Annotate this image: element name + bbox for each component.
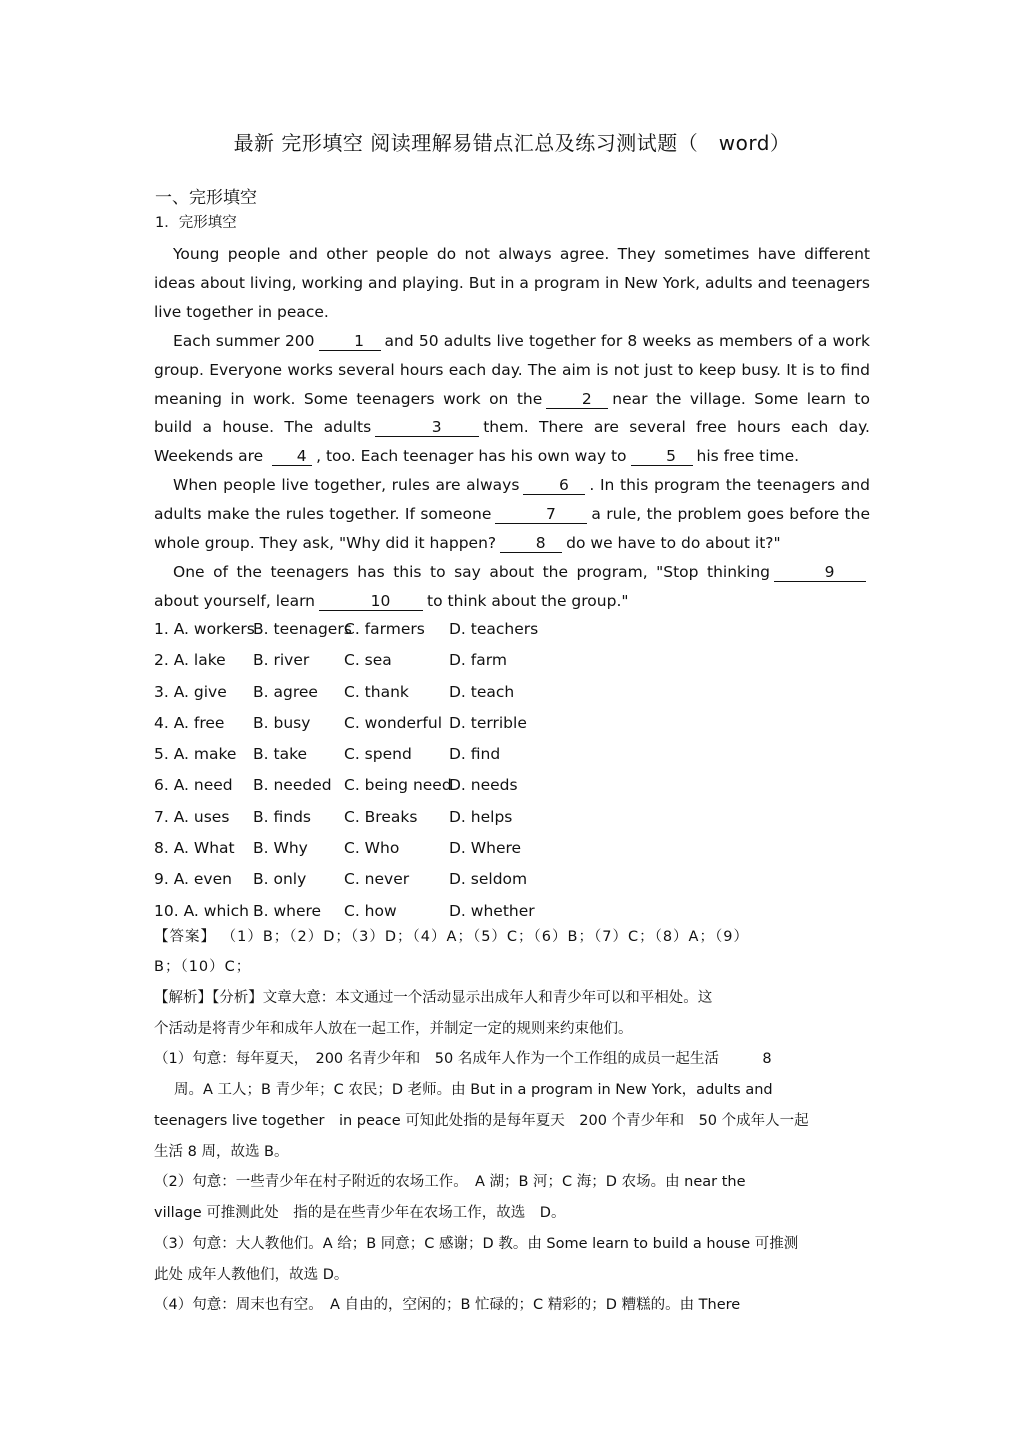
blank-6: 6	[523, 476, 585, 495]
passage-text: One of the teenagers has this to say about the program, "Stop thinking	[173, 562, 770, 581]
analysis-line: （4）句意：周末也有空。 A 自由的，空闲的；B 忙碌的；C 精彩的；D 糟糕的。由 There	[154, 1297, 741, 1313]
blank-3: 3	[375, 418, 479, 437]
option-b: B. where	[253, 901, 322, 920]
passage-text: When people live together, rules are always	[173, 476, 520, 495]
passage-text: to think about the group."	[427, 591, 629, 610]
passage-paragraph-4	[154, 558, 870, 616]
option-a: 8. A. What	[154, 839, 235, 858]
option-c: C. sea	[344, 651, 392, 670]
option-a: 9. A. even	[154, 870, 232, 889]
option-a: 10. A. which	[154, 901, 249, 920]
passage-text: a rule, the problem goes before the whole group. They ask, "Why did it happen?	[154, 505, 870, 553]
analysis-line: 此处 成年人教他们，故选 D。	[154, 1266, 349, 1283]
blank-4: 4	[272, 447, 312, 466]
passage-paragraph-3	[154, 471, 870, 558]
option-c: C. wonderful	[344, 713, 442, 732]
passage-text: his free time.	[696, 447, 800, 466]
option-b: B. river	[253, 651, 310, 670]
option-d: D. terrible	[449, 713, 527, 732]
page-title: 最新 完形填空 阅读理解易错点汇总及练习测试题（ word）	[233, 131, 791, 155]
option-d: D. needs	[449, 776, 518, 795]
passage-text: do we have to do about it?"	[566, 534, 781, 553]
blank-7: 7	[495, 505, 587, 524]
blank-2: 2	[546, 390, 608, 409]
answer-options	[154, 614, 549, 927]
option-c: C. never	[344, 870, 410, 889]
section-heading: 一、完形填空	[155, 188, 257, 208]
option-b: B. agree	[253, 682, 318, 701]
answer-key	[154, 922, 870, 982]
option-c: C. farmers	[344, 620, 425, 638]
analysis-line: 个活动是将青少年和成年人放在一起工作，并制定一定的规则来约束他们。	[154, 1020, 633, 1037]
option-c: C. spend	[344, 745, 412, 764]
answer-line-2: B；（10）C；	[154, 959, 252, 975]
option-d: D. find	[449, 745, 501, 764]
passage-text: and 50 adults live together for 8 weeks as members of a work group. Everyone works several hours each day. The aim is not just to keep busy. It is to find meaning in work. Some teenagers work on the	[154, 331, 871, 408]
option-row	[154, 708, 549, 739]
passage-text: about yourself, learn	[154, 591, 315, 610]
passage-text: , too. Each teenager has his own way to	[316, 447, 627, 466]
analysis-line: 【解析】【分析】文章大意：本文通过一个活动显示出成年人和青少年可以和平相处。这	[154, 990, 713, 1006]
passage-paragraph-2	[154, 327, 870, 472]
blank-8: 8	[500, 534, 562, 553]
passage-paragraph-1: Young people and other people do not always agree. They sometimes have different ideas about living, working and playing. But in a program in New York, adults and teenagers live together in peace.	[154, 245, 870, 321]
blank-10: 10	[319, 592, 423, 611]
analysis-section	[154, 983, 870, 1321]
option-d: D. helps	[449, 807, 513, 826]
option-b: B. teenagers	[253, 620, 352, 638]
passage-text: them. There are several free hours each day. Weekends are	[154, 418, 870, 466]
option-b: B. needed	[253, 776, 332, 795]
option-c: C. Breaks	[344, 807, 418, 826]
analysis-line: 生活 8 周，故选 B。	[154, 1143, 289, 1160]
option-d: D. farm	[449, 651, 507, 670]
analysis-line: （1）句意：每年夏天， 200 名青少年和 50 名成年人作为一个工作组的成员一起生活 8	[154, 1051, 772, 1067]
analysis-line: 周。A 工人；B 青少年；C 农民；D 老师。由 But in a program in New York，adults and	[174, 1081, 773, 1098]
option-c: C. Who	[344, 839, 400, 858]
cloze-passage	[154, 240, 870, 616]
answer-line-1: 【答案】 （1）B；（2）D；（3）D；（4）A；（5）C；（6）B；（7）C；（8）A；（9）	[154, 929, 749, 945]
option-d: D. seldom	[449, 870, 528, 889]
option-row	[154, 645, 549, 676]
option-b: B. Why	[253, 839, 308, 858]
option-row	[154, 802, 549, 833]
option-a: 1. A. workers	[154, 620, 255, 638]
option-a: 7. A. uses	[154, 807, 230, 826]
blank-1: 1	[319, 332, 381, 351]
option-c: C. how	[344, 901, 397, 920]
analysis-line: （2）句意：一些青少年在村子附近的农场工作。 A 湖；B 河；C 海；D 农场。由 near the	[154, 1174, 746, 1190]
option-b: B. finds	[253, 807, 311, 826]
analysis-line: teenagers live together in peace 可知此处指的是每年夏天 200 个青少年和 50 个成年人一起	[154, 1112, 809, 1129]
option-d: D. whether	[449, 901, 535, 920]
passage-text: near the village. Some learn to build a house. The adults	[154, 389, 870, 437]
option-d: D. teachers	[449, 620, 539, 638]
passage-text: . In this program the teenagers and adults make the rules together. If someone	[154, 476, 870, 524]
option-c: C. being need	[344, 776, 452, 795]
option-a: 4. A. free	[154, 713, 225, 732]
option-a: 2. A. lake	[154, 651, 226, 670]
option-d: D. Where	[449, 839, 522, 858]
option-a: 3. A. give	[154, 682, 227, 701]
option-a: 5. A. make	[154, 745, 237, 764]
option-b: B. only	[253, 870, 307, 889]
option-row	[154, 614, 549, 645]
question-heading: 1．完形填空	[155, 215, 237, 231]
option-d: D. teach	[449, 682, 515, 701]
option-row	[154, 739, 549, 770]
option-row	[154, 770, 549, 801]
option-a: 6. A. need	[154, 776, 233, 795]
analysis-line: village 可推测此处 指的是在些青少年在农场工作，故选 D。	[154, 1205, 566, 1221]
option-b: B. busy	[253, 713, 311, 732]
option-b: B. take	[253, 745, 308, 764]
blank-9: 9	[774, 563, 866, 582]
passage-text: Each summer 200	[173, 331, 315, 350]
option-c: C. thank	[344, 682, 409, 701]
blank-5: 5	[631, 447, 693, 466]
option-row	[154, 833, 549, 864]
option-row	[154, 864, 549, 895]
option-row	[154, 677, 549, 708]
analysis-line: （3）句意：大人教他们。A 给；B 同意；C 感谢；D 教。由 Some learn to build a house 可推测	[154, 1236, 799, 1252]
